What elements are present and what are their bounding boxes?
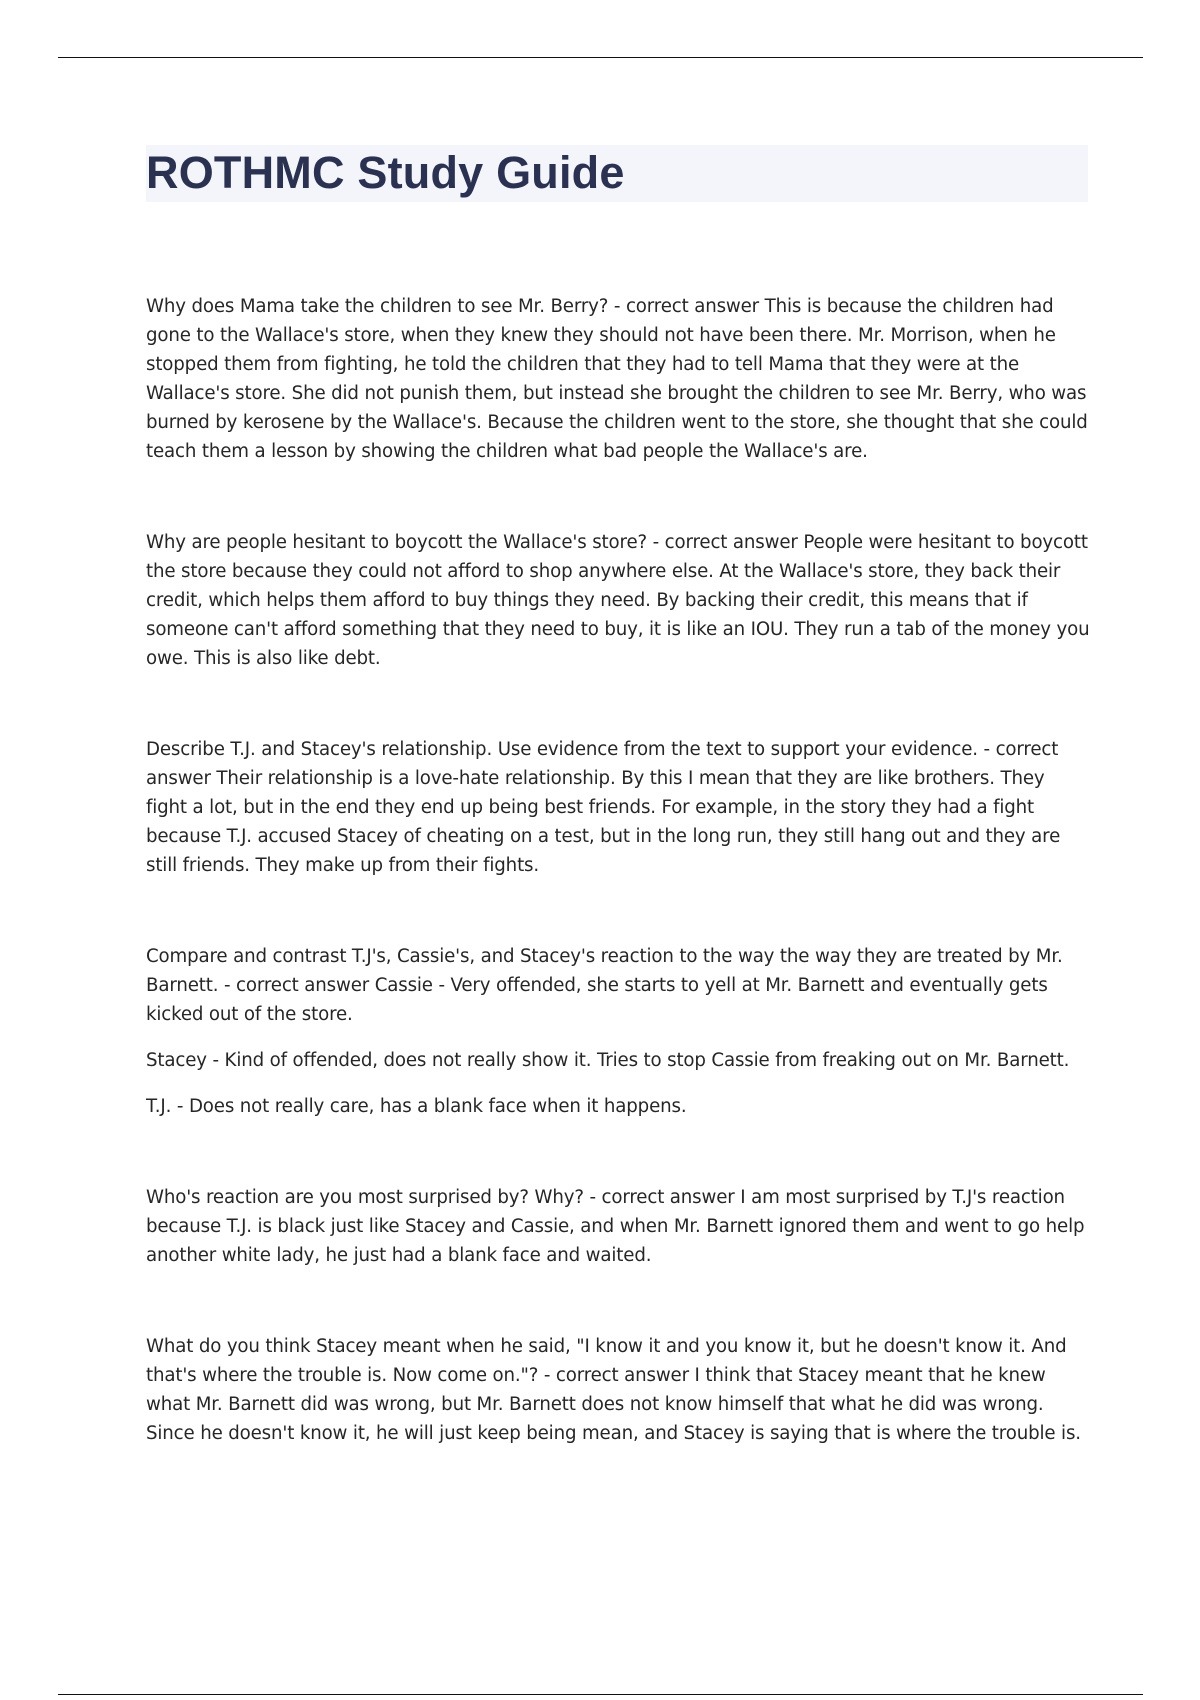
qa-entry-stacey-quote — [146, 1332, 1091, 1448]
page-title: ROTHMC Study Guide — [146, 147, 625, 198]
qa-text: What do you think Stacey meant when he said, "I know it and you know it, but he doesn't know it. And that's where the trouble is. Now come on."? - correct answer I think that Stacey meant that he knew what Mr. Barnett did was wrong, but Mr. Barnett does not know himself that what he did was wrong. Since he doesn't know it, he will just keep being mean, and Stacey is saying that is where the trouble is. — [146, 1336, 1081, 1444]
study-guide-content — [146, 292, 1091, 1510]
qa-text: Describe T.J. and Stacey's relationship. Use evidence from the text to support your evidence. - correct answer Their relationship is a love-hate relationship. By this I mean that they are like brothers. They fight a lot, but in the end they end up being best friends. For example, in the story they had a fight because T.J. accused Stacey of cheating on a test, but in the long run, they still hang out and they are still friends. They make up from their fights. — [146, 739, 1061, 876]
qa-entry-mr-berry — [146, 292, 1091, 466]
qa-text-tj: T.J. - Does not really care, has a blank face when it happens. — [146, 1096, 687, 1117]
qa-text: Why does Mama take the children to see Mr. Berry? - correct answer This is because the children had gone to the Wallace's store, when they knew they should not have been there. Mr. Morrison, when he stopped them from fighting, he told the children that they had to tell Mama that they were at the Wallace's store. She did not punish them, but instead she brought the children to see Mr. Berry, who was burned by kerosene by the Wallace's. Because the children went to the store, she thought that she could teach them a lesson by showing the children what bad people the Wallace's are. — [146, 296, 1088, 462]
qa-text: Why are people hesitant to boycott the Wallace's store? - correct answer People were hesitant to boycott the store because they could not afford to shop anywhere else. At the Wallace's store, they back their credit, which helps them afford to buy things they need. By backing their credit, this means that if someone can't afford something that they need to buy, it is like an IOU. They run a tab of the money you owe. This is also like debt. — [146, 532, 1090, 669]
bottom-rule — [58, 1694, 1143, 1695]
qa-text: Who's reaction are you most surprised by? Why? - correct answer I am most surprised by T.J's reaction because T.J. is black just like Stacey and Cassie, and when Mr. Barnett ignored them and went to go help another white lady, he just had a blank face and waited. — [146, 1187, 1085, 1266]
qa-text-stacey: Stacey - Kind of offended, does not really show it. Tries to stop Cassie from freaking out on Mr. Barnett. — [146, 1050, 1070, 1071]
qa-entry-surprised — [146, 1183, 1091, 1270]
qa-entry-boycott — [146, 528, 1091, 673]
qa-entry-compare-contrast — [146, 942, 1091, 1121]
qa-text: Compare and contrast T.J's, Cassie's, and Stacey's reaction to the way the way they are treated by Mr. Barnett. - correct answer Cassie - Very offended, she starts to yell at Mr. Barnett and eventually gets kicked out of the store. — [146, 946, 1063, 1025]
top-rule — [58, 57, 1143, 58]
qa-entry-relationship — [146, 735, 1091, 880]
